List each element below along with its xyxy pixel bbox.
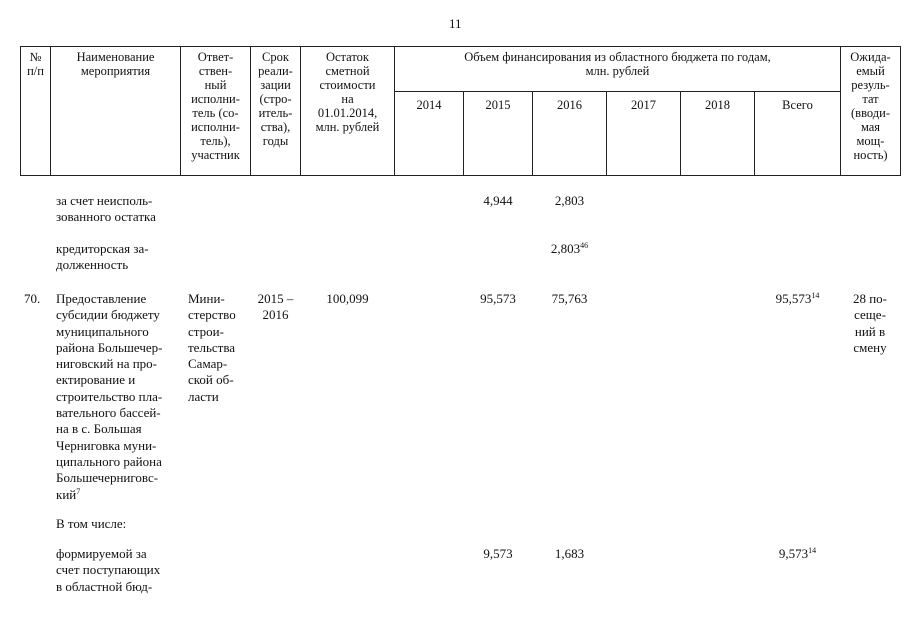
- header-year-2016: 2016: [557, 98, 582, 112]
- row-70-responsible: Мини- стерство строи- тельства Самар- ской об- ласти: [188, 291, 236, 404]
- header-rest: Остаток сметной стоимости на 01.01.2014, млн. рублей: [315, 50, 380, 134]
- header-financing: Объем финансирования из областного бюджета по годам, млн. рублей: [464, 50, 771, 78]
- row-70-number: 70.: [24, 291, 41, 306]
- header-year-2015: 2015: [485, 98, 511, 112]
- row-unused-balance-name: за счет неисполь- зованного остатка: [56, 193, 156, 225]
- row-70-rest: 100,099: [326, 291, 369, 306]
- header-responsible: Ответ- ствен- ный исполни- тель (со- исполни- тель), участник: [191, 50, 240, 162]
- header-year-2018: 2018: [705, 98, 730, 112]
- footnote-7: 7: [76, 486, 81, 496]
- row-including-label: В том числе:: [56, 516, 127, 531]
- header-name: Наименование мероприятия: [76, 50, 155, 78]
- row-70-name: Предоставление субсидии бюджету муниципального района Большечер- ниговский на про- ектирование и строительство пла- вательного бассей- на в с. Большая Черниговка муни- ципального района Большечерниговс- кий$^7$: [56, 291, 163, 502]
- row-payables-name: кредиторская за- долженность: [56, 241, 149, 273]
- header-total: Всего: [782, 98, 813, 112]
- header-result: Ожида- емый резуль- тат (вводи- мая мощ- ность): [850, 50, 891, 162]
- row-formed-total: 9,573$^{14}$: [778, 546, 817, 561]
- header-year-2014: 2014: [416, 98, 442, 112]
- footnote-46: 46: [580, 241, 589, 250]
- table-header: [20, 46, 901, 176]
- row-formed-2016: 1,683: [554, 546, 585, 561]
- footnote-14-b: 14: [808, 546, 817, 555]
- header-year-2017: 2017: [631, 98, 656, 112]
- header-number: № п/п: [27, 50, 44, 78]
- footnote-14: 14: [811, 291, 820, 300]
- page-number: 11: [449, 16, 462, 31]
- row-70-result: 28 по- сеще- ний в смену: [852, 291, 888, 355]
- row-70-2016: 75,763: [551, 291, 588, 306]
- row-70-term: 2015 – 2016: [257, 291, 294, 323]
- row-formed-name: формируемой за счет поступающих в областной бюд-: [56, 546, 161, 594]
- row-unused-balance-2015: 4,944: [483, 193, 513, 208]
- row-70-total: 95,573$^{14}$: [775, 291, 820, 306]
- row-unused-balance-2016: 2,803: [554, 193, 585, 208]
- header-term: Срок реали- зации (стро- итель- ства), годы: [258, 50, 293, 148]
- row-70-2015: 95,573: [480, 291, 516, 306]
- row-formed-2015: 9,573: [483, 546, 513, 561]
- row-payables-2016: 2,803$^{46}$: [550, 241, 589, 256]
